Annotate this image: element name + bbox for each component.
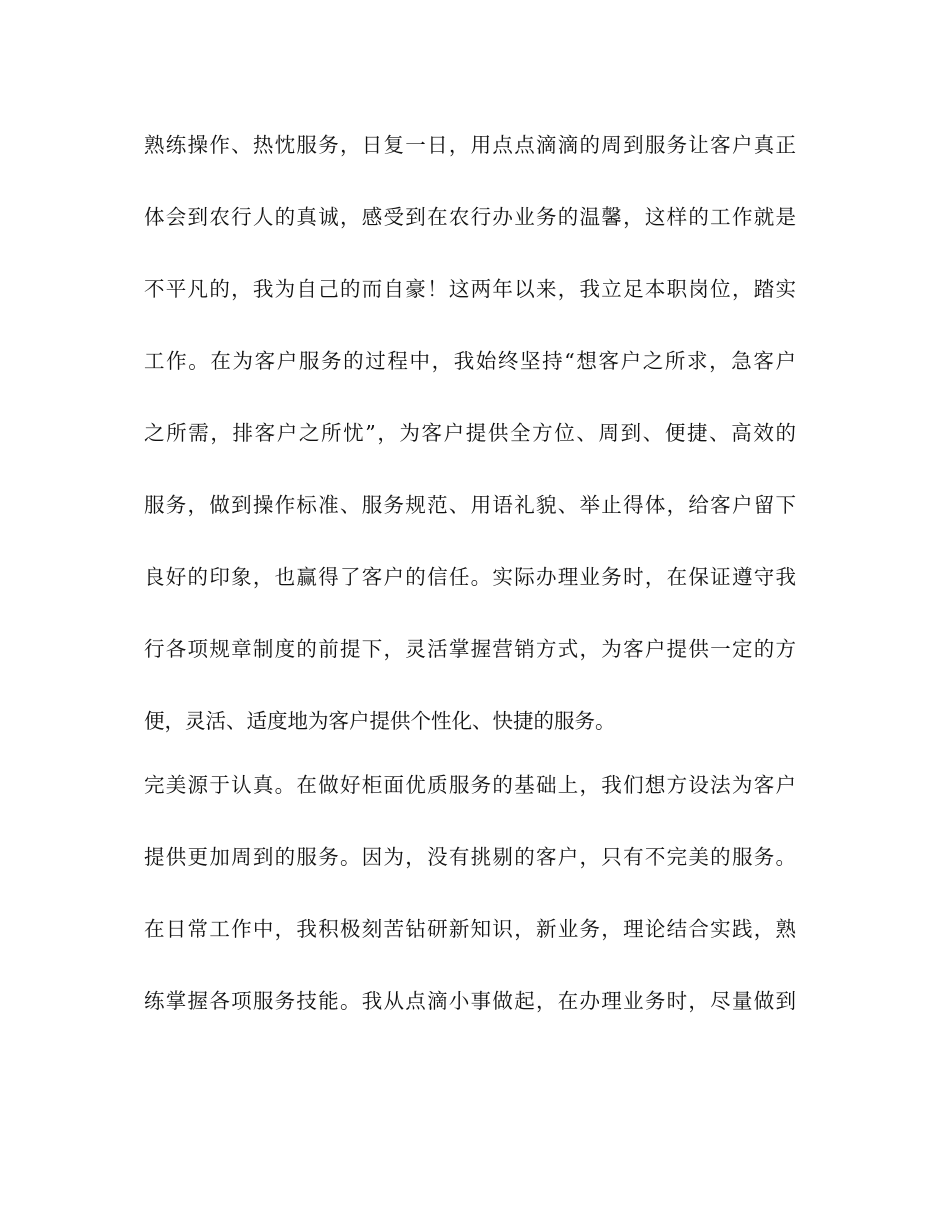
- text-line: 服务，做到操作标准、服务规范、用语礼貌、举止得体，给客户留下: [144, 493, 796, 517]
- text-line: 提供更加周到的服务。因为，没有挑剔的客户，只有不完美的服务。: [144, 845, 796, 869]
- text-line: 不平凡的，我为自己的而自豪！这两年以来，我立足本职岗位，踏实: [144, 277, 796, 301]
- text-line: 行各项规章制度的前提下，灵活掌握营销方式，为客户提供一定的方: [144, 637, 796, 661]
- text-line: 工作。在为客户服务的过程中，我始终坚持“想客户之所求，急客户: [144, 349, 796, 373]
- text-line: 在日常工作中，我积极刻苦钻研新知识，新业务，理论结合实践，熟: [144, 917, 796, 941]
- text-line: 练掌握各项服务技能。我从点滴小事做起，在办理业务时，尽量做到: [144, 989, 796, 1013]
- text-line: 良好的印象，也赢得了客户的信任。实际办理业务时，在保证遵守我: [144, 565, 796, 589]
- text-line: 便，灵活、适度地为客户提供个性化、快捷的服务。: [144, 709, 616, 733]
- text-line: 熟练操作、热忱服务，日复一日，用点点滴滴的周到服务让客户真正: [144, 133, 796, 157]
- text-line: 完美源于认真。在做好柜面优质服务的基础上，我们想方设法为客户: [144, 773, 796, 797]
- text-line: 体会到农行人的真诚，感受到在农行办业务的温馨，这样的工作就是: [144, 205, 796, 229]
- text-line: 之所需，排客户之所忧”，为客户提供全方位、周到、便捷、高效的: [144, 421, 796, 445]
